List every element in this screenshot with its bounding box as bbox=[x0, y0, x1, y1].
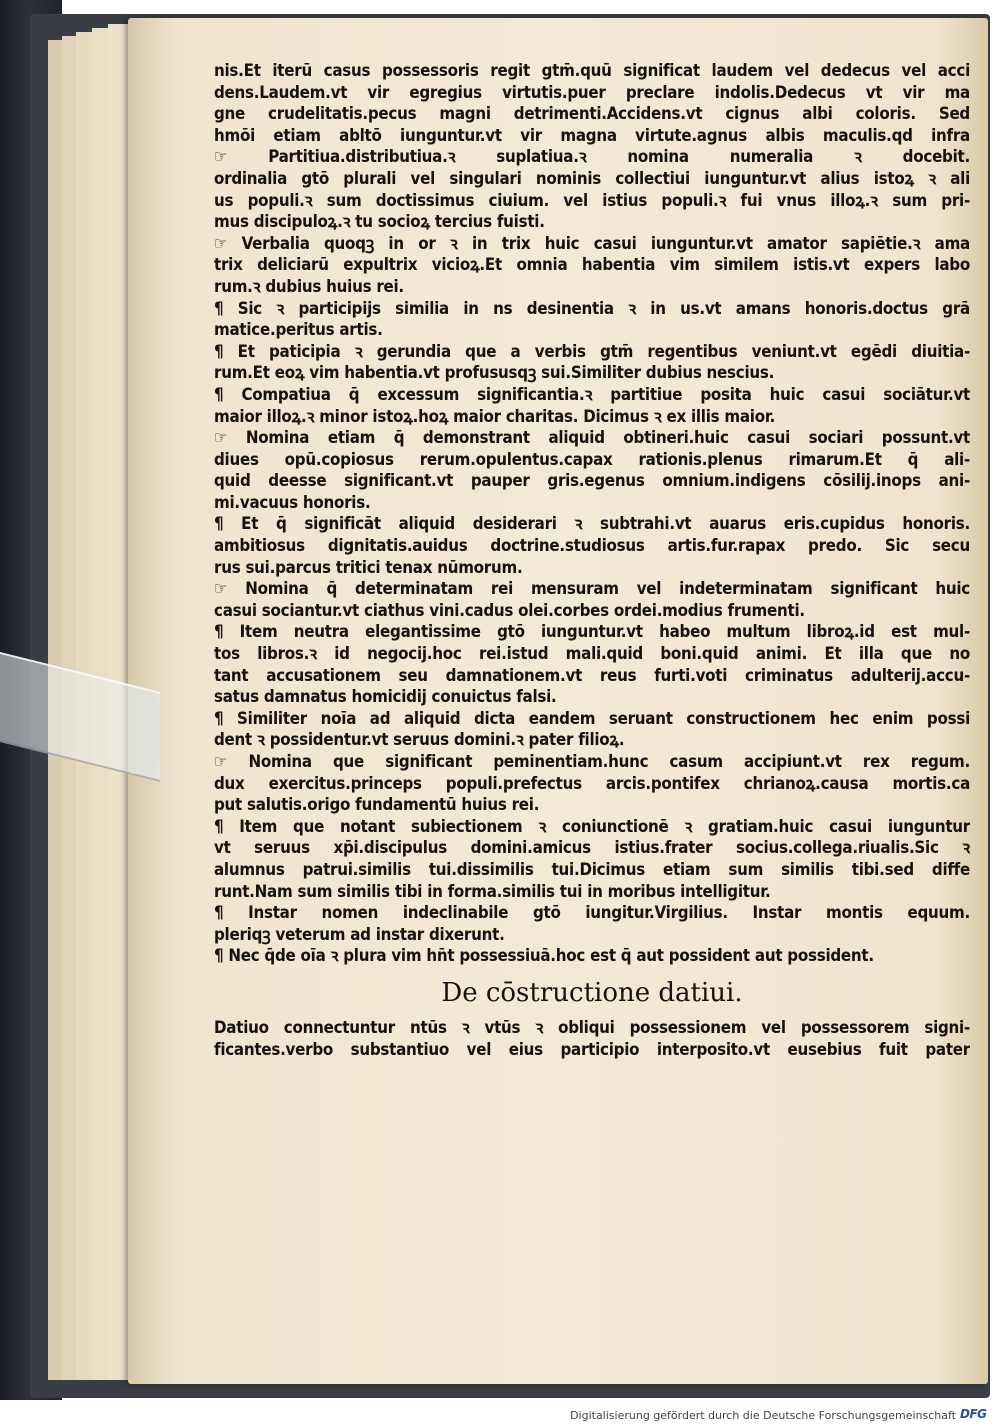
text-line: rum.Et eoꝝ vim habentia.vt profususqꝫ sui.Similiter dubius nescius. bbox=[214, 362, 775, 383]
text-block bbox=[214, 60, 970, 1060]
text-line: matice.peritus artis. bbox=[214, 319, 383, 340]
footer-credit: Digitalisierung gefördert durch die Deutsche Forschungsgemeinschaft bbox=[570, 1409, 956, 1422]
text-line: ☞ Nomina que significant peminentiam.hunc casum accipiunt.vt rex regum. bbox=[214, 751, 970, 771]
text-line: mi.vacuus honoris. bbox=[214, 491, 371, 512]
text-line: rus sui.parcus tritici tenax nūmorum. bbox=[214, 556, 523, 577]
text-line: dux exercitus.princeps populi.prefectus arcis.pontifex chrianoꝝ.causa mortis.ca bbox=[214, 772, 970, 793]
text-line: vt seruus xp̄i.discipulus domini.amicus istius.frater socius.collega.riualis.Sic ꝛ bbox=[214, 837, 970, 858]
text-line: tos libros.ꝛ id negocij.hoc rei.istud mali.quid boni.quid animi. Et illa que no bbox=[214, 643, 970, 664]
text-line: ficantes.verbo substantiuo vel eius participio interposito.vt eusebius fuit pater bbox=[214, 1038, 970, 1059]
text-line: dent ꝛ possidentur.vt seruus domini.ꝛ pater filioꝝ. bbox=[214, 729, 625, 750]
footer-bar bbox=[0, 1404, 1000, 1428]
text-line: mus discipuloꝝ.ꝛ tu socioꝝ tercius fuisti. bbox=[214, 211, 545, 232]
text-line: ¶ Et q̄ significāt aliquid desiderari ꝛ subtrahi.vt auarus eris.cupidus honoris. bbox=[214, 513, 970, 534]
text-line: ambitiosus dignitatis.auidus doctrine.studiosus artis.fur.rapax predo. Sic secu bbox=[214, 535, 970, 556]
text-line: ¶ Compatiua q̄ excessum significantia.ꝛ partitiue posita huic casui sociātur.vt bbox=[214, 383, 970, 404]
text-line: pleriqꝫ veterum ad instar dixerunt. bbox=[214, 923, 505, 944]
text-line: nis.Et iterū casus possessoris regit gtm̄.quū significat laudem vel dedecus vel acci bbox=[214, 60, 970, 80]
text-line: alumnus patrui.similis tui.dissimilis tui.Dicimus etiam sum similis tibi.sed diffe bbox=[214, 858, 970, 879]
section-title: De cōstructione datiui. bbox=[441, 977, 743, 1008]
text-line: diues opū.copiosus rerum.opulentus.capax rationis.plenus rimarum.Et q̄ ali- bbox=[214, 448, 970, 469]
text-line: ¶ Instar nomen indeclinabile gtō iungitur.Virgilius. Instar montis equum. bbox=[214, 902, 970, 923]
text-line: rum.ꝛ dubius huius rei. bbox=[214, 275, 404, 296]
text-line: ¶ Et paticipia ꝛ gerundia que a verbis gtm̄ regentibus veniunt.vt egēdi diuitia- bbox=[214, 340, 970, 361]
text-line: ☞ Verbalia quoqꝫ in or ꝛ in trix huic casui iunguntur.vt amator sapiētie.ꝛ ama bbox=[214, 232, 970, 253]
plastic-clip-end bbox=[130, 690, 160, 774]
text-line: quid deesse significant.vt pauper gris.egenus omnium.indigens cōsilij.inops ani- bbox=[214, 470, 970, 491]
text-line: ¶ Nec q̄de oīa ꝛ plura vim hn̄t possessiuā.hoc est q̄ aut possident aut possident. bbox=[214, 945, 874, 966]
text-line: ¶ Item neutra elegantissime gtō iunguntur.vt habeo multum libroꝝ.id est mul- bbox=[214, 621, 970, 642]
text-line: casui sociantur.vt ciathus vini.cadus olei.corbes ordei.modius frumenti. bbox=[214, 599, 805, 620]
text-line: trix deliciarū expultrix vicioꝝ.Et omnia habentia vim similem istis.vt expers labo bbox=[214, 254, 970, 275]
text-line: runt.Nam sum similis tibi in forma.similis tui in moribus intelligitur. bbox=[214, 880, 771, 901]
text-line: tant accusationem seu damnationem.vt reus furti.voti criminatus adulterij.accu- bbox=[214, 664, 970, 685]
text-line: ☞ Nomina etiam q̄ demonstrant aliquid obtineri.huic casui sociari possunt.vt bbox=[214, 427, 970, 448]
text-line: gne crudelitatis.pecus magni detrimenti.Accidens.vt cignus albi coloris. Sed bbox=[214, 103, 970, 124]
dfg-logo-icon: DFG bbox=[960, 1407, 987, 1421]
text-line: ordinalia gtō plurali vel singulari nominis collectiui iunguntur.vt alius istoꝝ ꝛ ali bbox=[214, 167, 970, 188]
text-line: ¶ Similiter noīa ad aliquid dicta eandem seruant constructionem hec enim possi bbox=[214, 707, 970, 728]
text-line: ☞ Nomina q̄ determinatam rei mensuram vel indeterminatam significant huic bbox=[214, 578, 970, 599]
text-line: dens.Laudem.vt vir egregius virtutis.puer preclare indolis.Dedecus vt vir ma bbox=[214, 81, 970, 102]
text-line: maior illoꝝ.ꝛ minor istoꝝ.hoꝝ maior charitas. Dicimus ꝛ ex illis maior. bbox=[214, 405, 776, 426]
text-line: hmōi etiam abltō iunguntur.vt vir magna virtute.agnus albis maculis.qd infra bbox=[214, 124, 970, 145]
text-line: us populi.ꝛ sum doctissimus ciuium. vel istius populi.ꝛ fui vnus illoꝝ.ꝛ sum pri- bbox=[214, 189, 970, 210]
text-line: satus damnatus homicidij conuictus falsi. bbox=[214, 686, 557, 707]
text-line: Datiuo connectuntur ntūs ꝛ vtūs ꝛ obliqui possessionem vel possessorem signi- bbox=[214, 1016, 970, 1037]
text-line: ¶ Item que notant subiectionem ꝛ coniunctionē ꝛ gratiam.huic casui iunguntur bbox=[214, 815, 970, 836]
text-line: ¶ Sic ꝛ participijs similia in ns desinentia ꝛ in us.vt amans honoris.doctus grā bbox=[214, 297, 970, 318]
text-line: put salutis.origo fundamentū huius rei. bbox=[214, 794, 540, 815]
text-line: ☞ Partitiua.distributiua.ꝛ suplatiua.ꝛ nomina numeralia ꝛ docebit. bbox=[214, 146, 970, 167]
